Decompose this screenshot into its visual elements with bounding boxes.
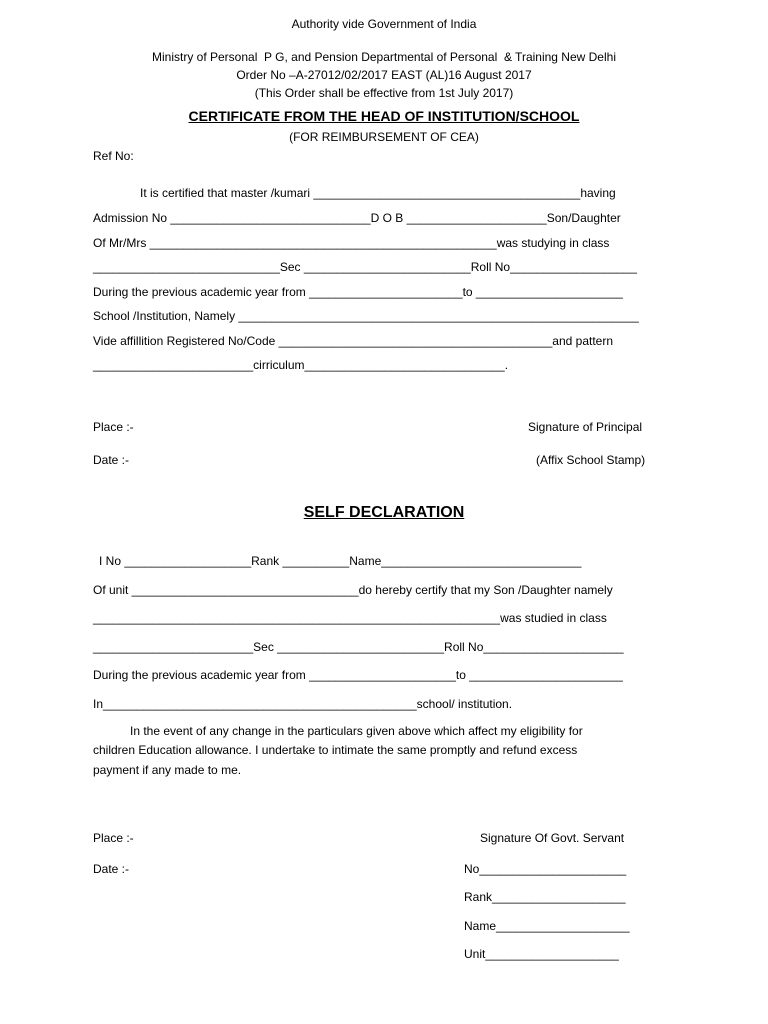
declaration-paragraph: In the event of any change in the particulars given above which affect my eligibility for xyxy=(130,724,583,738)
certificate-place-label: Place :- xyxy=(93,420,134,434)
servant-signature-label: Signature Of Govt. Servant xyxy=(480,831,625,845)
order-line: Order No –A-27012/02/2017 EAST (AL)16 August 2017 xyxy=(236,68,532,82)
certificate-line: Admission No ______________________________D O B _____________________Son/Daughter xyxy=(93,211,621,225)
ministry-line: Ministry of Personal P G, and Pension Departmental of Personal & Training New Delhi xyxy=(151,50,616,64)
principal-signature-label: Signature of Principal xyxy=(528,420,643,434)
servant-no-field: No______________________ xyxy=(464,862,627,876)
school-stamp-label: (Affix School Stamp) xyxy=(536,453,646,467)
certificate-title: CERTIFICATE FROM THE HEAD OF INSTITUTION/SCHOOL xyxy=(188,108,580,124)
declaration-title: SELF DECLARATION xyxy=(303,504,465,521)
declaration-line: During the previous academic year from ______________________to _______________________ xyxy=(93,668,623,682)
servant-rank-field: Rank____________________ xyxy=(464,890,626,904)
servant-unit-field: Unit____________________ xyxy=(464,947,619,961)
effective-line: (This Order shall be effective from 1st July 2017) xyxy=(254,86,514,100)
certificate-line: School /Institution, Namely ____________________________________________________________ xyxy=(93,309,639,323)
declaration-date-label: Date :- xyxy=(93,862,130,876)
certificate-line: ________________________cirriculum______________________________. xyxy=(93,358,509,372)
declaration-line: In_______________________________________________school/ institution. xyxy=(93,697,513,711)
declaration-line: _____________________________________________________________was studied in class xyxy=(93,611,607,625)
certificate-subtitle: (FOR REIMBURSEMENT OF CEA) xyxy=(289,130,479,144)
authority-line: Authority vide Government of India xyxy=(291,17,477,31)
declaration-line: Of unit __________________________________do hereby certify that my Son /Daughter namely xyxy=(93,583,613,597)
declaration-paragraph: payment if any made to me. xyxy=(93,763,242,777)
declaration-line: ________________________Sec _________________________Roll No_____________________ xyxy=(93,640,624,654)
ref-no-label: Ref No: xyxy=(93,149,134,163)
servant-name-field: Name____________________ xyxy=(464,919,630,933)
certificate-line: Of Mr/Mrs ____________________________________________________was studying in class xyxy=(93,236,610,250)
certificate-date-label: Date :- xyxy=(93,453,130,467)
certificate-line: During the previous academic year from _______________________to ______________________ xyxy=(93,285,623,299)
certificate-line: It is certified that master /kumari ________________________________________having xyxy=(140,186,616,200)
certificate-line: Vide affillition Registered No/Code _________________________________________and pattern xyxy=(93,334,614,348)
declaration-place-label: Place :- xyxy=(93,831,134,845)
declaration-line: I No ___________________Rank __________Name______________________________ xyxy=(99,554,582,568)
certificate-line: ____________________________Sec _________________________Roll No___________________ xyxy=(93,260,637,274)
declaration-paragraph: children Education allowance. I undertake to intimate the same promptly and refund excess xyxy=(93,743,578,757)
